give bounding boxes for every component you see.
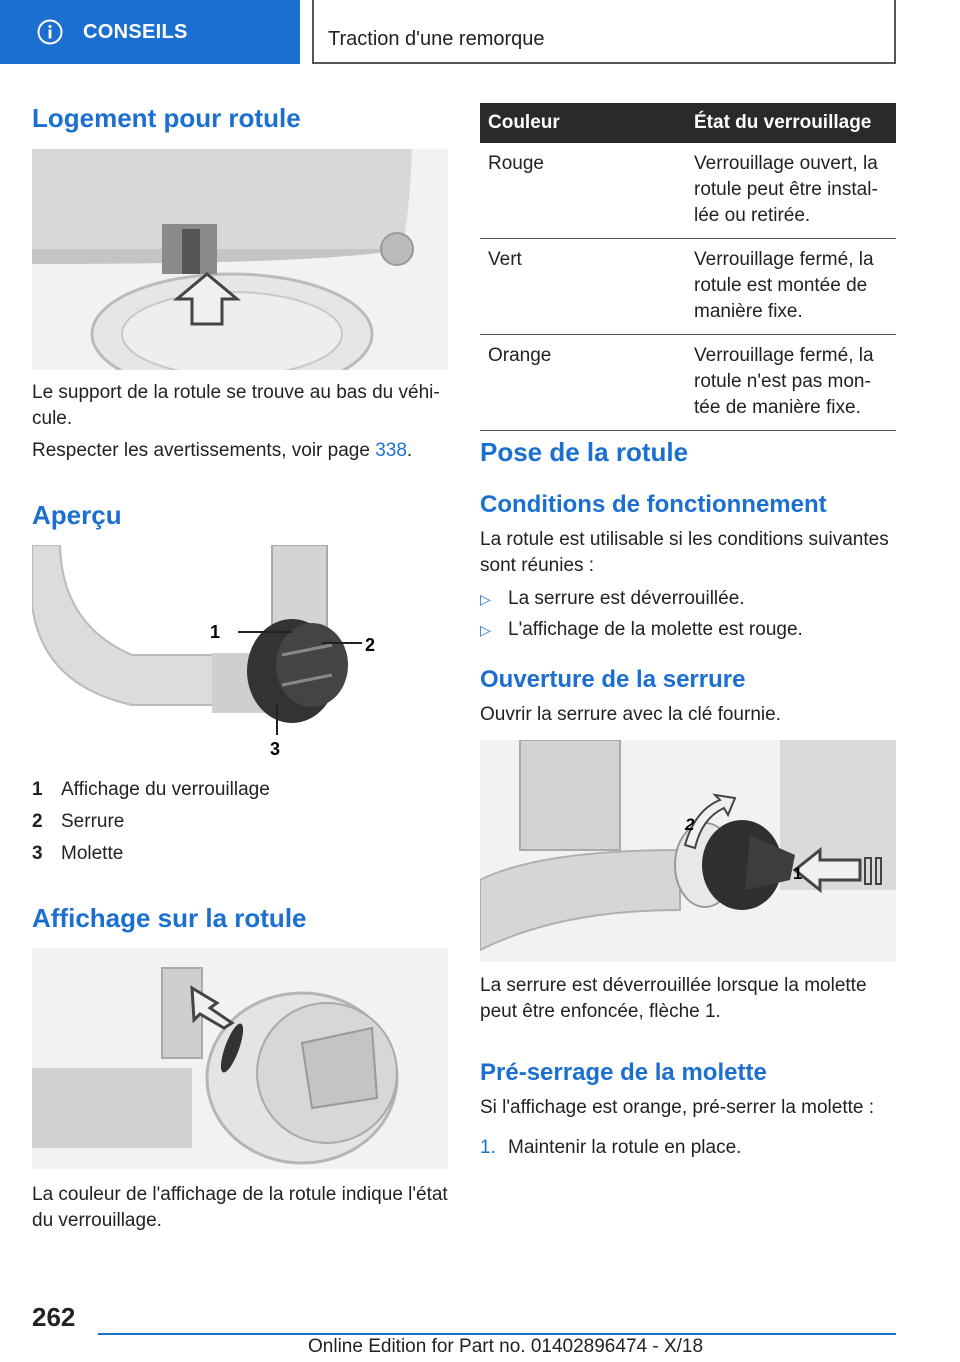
triangle-bullet-icon: ▷ [480,621,491,638]
paragraph-color-indicates: La couleur de l'affichage de la rotule indique l'état du verrouillage. [32,1184,448,1231]
table-cell: Verrouillage fermé, la rotule est montée de manière fixe. [686,239,896,335]
section-heading-affichage: Affichage sur la rotule [32,903,307,933]
paragraph-unlocked: La serrure est déverrouillée lorsque la molette peut être enfoncée, flèche 1. [480,975,867,1022]
figure-ball-mount-location [32,149,448,370]
legend-item [32,806,448,838]
paragraph-conditions: La rotule est utilisable si les conditions suivantes sont réunies : [480,529,889,576]
section-heading-apercu: Aperçu [32,500,122,530]
step-number: 1. [480,1136,496,1158]
table-cell: Verrouillage fermé, la rotule n'est pas mon-tée de manière fixe. [686,335,896,431]
table-cell: Vert [480,239,686,335]
subheading-ouverture: Ouverture de la serrure [480,666,746,693]
table-row [480,143,896,239]
legend-label: Serrure [61,811,125,832]
legend-number: 2 [32,811,43,832]
overview-legend [32,774,448,870]
footer-divider [98,1333,896,1335]
info-icon [37,19,63,45]
legend-label: Affichage du verrouillage [61,779,270,800]
paragraph-warnings [32,438,448,464]
section-heading-pose: Pose de la rotule [480,437,689,467]
figure-overview [32,545,448,767]
figure-unlock [480,740,896,962]
step-text: Maintenir la rotule en place. [508,1136,742,1158]
section-heading-logement: Logement pour rotule [32,103,301,133]
list-item-text: La serrure est déverrouillée. [508,587,745,609]
table-cell: Rouge [480,143,686,239]
page-link-338[interactable]: 338 [375,440,407,461]
callout-1: 1 [793,864,803,883]
table-header-couleur: Couleur [480,103,686,143]
table-cell: Orange [480,335,686,431]
callout-3: 3 [270,739,281,759]
steps-list [480,1132,896,1163]
step-item [480,1132,896,1163]
subheading-preserrage: Pré-serrage de la molette [480,1059,767,1086]
chapter-title: Traction d'une remorque [328,28,545,50]
table-row [480,335,896,431]
paragraph-support: Le support de la rotule se trouve au bas du véhi-cule. [32,382,440,429]
triangle-bullet-icon: ▷ [480,590,491,607]
subheading-conditions: Conditions de fonctionnement [480,491,827,518]
paragraph-preserrage: Si l'affichage est orange, pré-serrer la molette : [480,1097,875,1118]
paragraph-warnings-text: Respecter les avertissements, voir page [32,440,376,461]
table-header-etat: État du verrouillage [686,103,896,143]
lock-status-table [480,103,896,431]
page-number: 262 [32,1302,76,1332]
section-tab-label: CONSEILS [83,20,188,43]
legend-label: Molette [61,843,124,864]
paragraph-warnings-end: . [406,440,413,461]
footer-edition: Online Edition for Part no. 01402896474 - X/18 [308,1336,704,1357]
legend-number: 3 [32,843,43,864]
legend-item [32,774,448,806]
list-item [480,583,896,614]
list-item [480,614,896,645]
chapter-header [312,0,896,64]
legend-item [32,838,448,870]
section-tab[interactable] [0,0,300,64]
table-cell: Verrouillage ouvert, la rotule peut être instal-lée ou retirée. [686,143,896,239]
figure-lock-indicator [32,948,448,1169]
callout-2: 2 [365,635,376,655]
callout-2: 2 [685,815,695,834]
paragraph-ouverture: Ouvrir la serrure avec la clé fournie. [480,704,781,725]
legend-number: 1 [32,779,43,800]
table-header-row [480,103,896,143]
list-item-text: L'affichage de la molette est rouge. [508,618,803,640]
conditions-list [480,583,896,645]
callout-1: 1 [210,622,221,642]
table-row [480,239,896,335]
